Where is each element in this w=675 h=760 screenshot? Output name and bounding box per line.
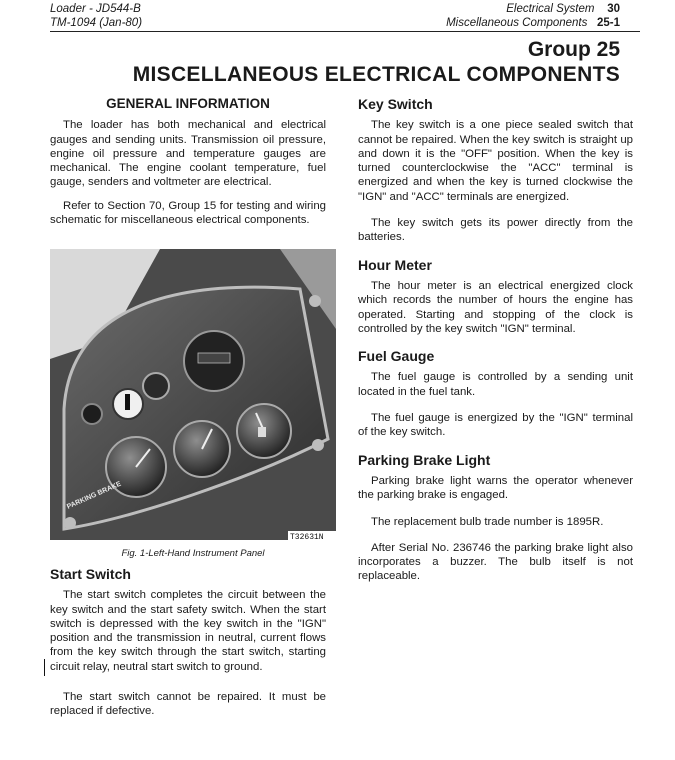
parking-brake-light-icon (82, 404, 102, 424)
panel-screw-icon (309, 295, 321, 307)
general-information-heading: GENERAL INFORMATION (106, 96, 270, 111)
group-label: Group 25 (527, 38, 620, 61)
fuel-pump-symbol-icon (258, 427, 266, 437)
hour-meter-window (198, 353, 230, 363)
testing-reference-paragraph: Refer to Section 70, Group 15 for testing and wiring schematic for miscellaneous electrical components. (50, 199, 326, 227)
instrument-panel-photo (50, 249, 336, 540)
section-header (506, 2, 620, 16)
figure-caption: Fig. 1-Left-Hand Instrument Panel (121, 548, 265, 559)
fuel-gauge-sender-paragraph: The fuel gauge is controlled by a sending unit located in the fuel tank. (358, 371, 633, 398)
manual-number: TM-1094 (Jan-80) (50, 17, 143, 29)
start-switch-heading: Start Switch (50, 566, 131, 582)
right-column (358, 97, 633, 593)
fuel-gauge-heading: Fuel Gauge (358, 348, 435, 365)
general-information-paragraph: The loader has both mechanical and electrical gauges and sending units. Transmission oil pressure, engine oil pressure and temperature gauges are mechanical. The engine coolant temperature, fuel gauge, senders and voltmeter are electrical. (50, 119, 326, 189)
panel-screw-icon (312, 439, 324, 451)
header-rule (50, 31, 640, 32)
left-column-top (50, 97, 326, 236)
section-name: Electrical System (506, 3, 595, 15)
manual-model: Loader - JD544-B (50, 3, 141, 15)
key-switch-heading: Key Switch (358, 96, 433, 112)
group-name: Miscellaneous Components (446, 17, 588, 29)
group-header (446, 16, 620, 30)
hour-meter-heading: Hour Meter (358, 256, 432, 273)
fuel-gauge-ignition-paragraph: The fuel gauge is energized by the "IGN" terminal of the key switch. (358, 412, 633, 439)
serial-number-paragraph: After Serial No. 236746 the parking brake light also incorporates a buzzer. The bulb itself is not replaceable. (358, 541, 633, 583)
key-switch-power-paragraph: The key switch gets its power directly from the batteries. (358, 217, 633, 244)
key-switch-paragraph: The key switch is a one piece sealed switch that cannot be repaired. When the key switch is straight up and down it is the "OFF" position. When the key is turned counterclockwise the "ACC" terminal is energized and when the key is turned clockwise the "IGN" and "ACC" terminals are energized. (358, 119, 633, 203)
parking-brake-light-heading: Parking Brake Light (358, 451, 491, 468)
page-title: MISCELLANEOUS ELECTRICAL COMPONENTS (132, 63, 620, 86)
bulb-number-paragraph: The replacement bulb trade number is 1895R. (371, 515, 604, 528)
key-switch-icon (143, 373, 169, 399)
panel-screw-icon (64, 517, 76, 529)
parking-brake-label: PARKING BRAKE (65, 480, 123, 511)
figure-id: T32631N (290, 533, 324, 540)
start-switch-paragraph: The start switch completes the circuit between the key switch and the start safety switch. When the start switch is depressed with the key switch in the "IGN" position and the transmission in neutral, current flows from the key switch through the start switch, starting circuit relay, neutral start switch to ground. (50, 589, 326, 673)
instrument-panel-illustration (50, 249, 336, 540)
section-number: 30 (607, 3, 620, 15)
revision-change-bar (44, 659, 45, 676)
hour-meter-paragraph: The hour meter is an electrical energized clock which records the number of hours the engine has operated. Starting and stopping of the clock is controlled by the key switch "IGN" terminal. (358, 279, 633, 335)
start-switch-mark (125, 394, 130, 410)
start-switch-repair-paragraph: The start switch cannot be repaired. It must be replaced if defective. (50, 691, 326, 718)
page-number: 25-1 (596, 17, 620, 29)
left-column-bottom (50, 567, 326, 728)
parking-brake-light-paragraph: Parking brake light warns the operator whenever the parking brake is engaged. (358, 474, 633, 502)
